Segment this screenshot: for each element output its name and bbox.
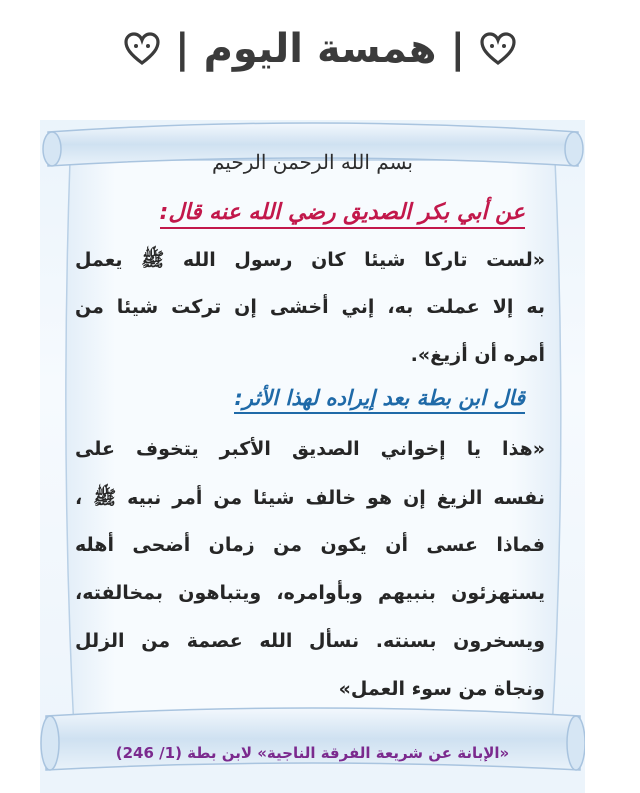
quote2-line: نفسه الزيغ إن هو خالف شيئا من أمر نبيه ﷺ ، (75, 487, 545, 509)
quote2-line: فماذا عسى أن يكون من زمان أضحى أهله (75, 534, 545, 556)
header-separator: | (174, 26, 190, 72)
heart-icon (479, 30, 517, 68)
quote1-line: «لست تاركا شيئا كان رسول الله ﷺ يعمل (75, 249, 545, 271)
header-separator: | (450, 26, 466, 72)
page-title: همسة اليوم (203, 26, 437, 72)
quote1-line: أمره أن أزيغ». (410, 344, 545, 366)
header (0, 14, 640, 84)
quote2-line: يستهزئون بنبيهم وبأوامره، ويتباهون بمخالفته، (75, 582, 545, 604)
heart-icon (123, 30, 161, 68)
quote2-line: «هذا يا إخواني الصديق الأكبر يتخوف على (75, 438, 545, 460)
heading-narrator: عن أبي بكر الصديق رضي الله عنه قال: (160, 200, 525, 229)
scroll-image (40, 120, 585, 793)
quote2-line: ويسخرون بسنته. نسأل الله عصمة من الزلل (75, 630, 545, 652)
quote2-line: ونجاة من سوء العمل» (338, 678, 545, 700)
basmala: بسم الله الرحمن الرحيم (211, 150, 413, 174)
citation: «الإبانة عن شريعة الفرقة الناجية» لابن بطة (1/ 246) (115, 744, 510, 762)
heading-commentary: قال ابن بطة بعد إيراده لهذا الأثر: (234, 386, 525, 414)
quote1-line: به إلا عملت به، إني أخشى إن تركت شيئا من (75, 296, 545, 318)
